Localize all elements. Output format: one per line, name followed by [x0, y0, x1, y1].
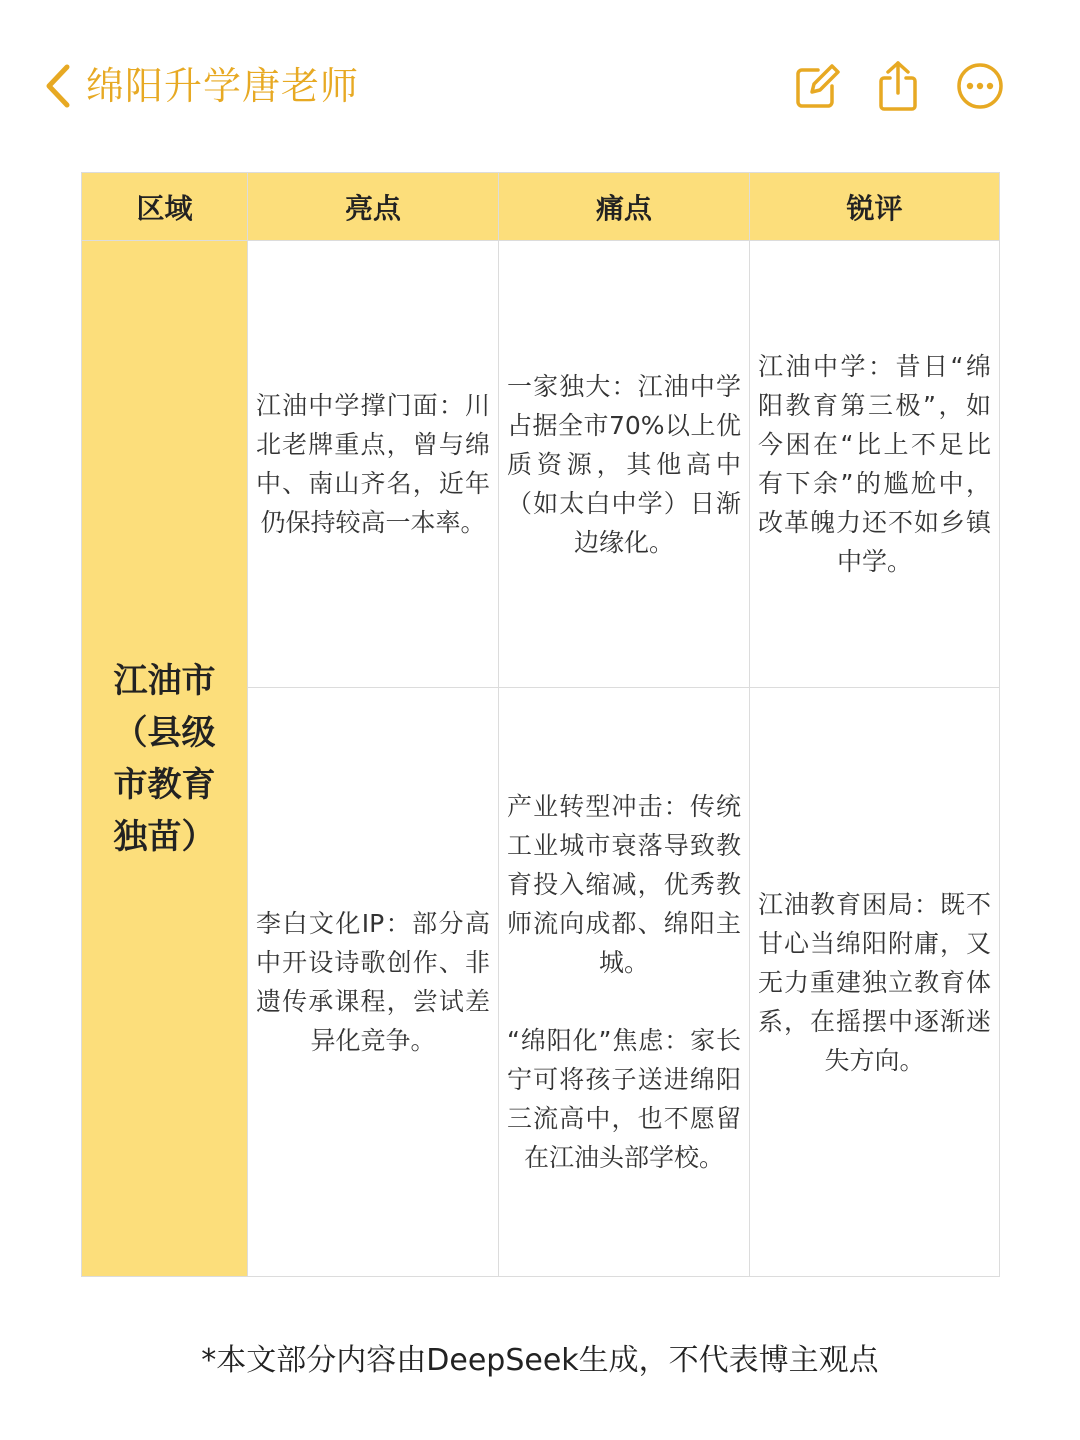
column-header-highlight: 亮点 [248, 173, 499, 241]
disclaimer-text: *本文部分内容由DeepSeek生成，不代表博主观点 [201, 1343, 879, 1378]
page-title: 绵阳升学唐老师 [86, 64, 360, 108]
highlight-cell [248, 241, 499, 688]
more-icon [955, 61, 1005, 111]
top-bar [0, 0, 1080, 170]
share-icon [876, 60, 920, 112]
comment-text: 江油中学：昔日“绵阳教育第三极”，如今困在“比上不足比有下余”的尴尬中，改革魄力还不如乡镇中学。 [758, 352, 991, 576]
column-header-comment: 锐评 [750, 173, 1000, 241]
highlight-text: 李白文化IP：部分高中开设诗歌创作、非遗传承课程，尝试差异化竞争。 [256, 909, 490, 1055]
highlight-cell [248, 688, 499, 1277]
pain-text: 一家独大：江油中学占据全市70%以上优质资源，其他高中（如太白中学）日渐边缘化。 [507, 371, 741, 557]
chevron-left-icon [43, 63, 73, 109]
pain-cell [499, 688, 750, 1277]
pain-cell [499, 241, 750, 688]
comment-cell [750, 688, 1000, 1277]
pain-text: “绵阳化”焦虑：家长宁可将孩子送进绵阳三流高中，也不愿留在江油头部学校。 [507, 1026, 741, 1172]
share-button[interactable] [870, 58, 926, 114]
comment-cell [750, 241, 1000, 688]
region-label: 江油市（县级市教育独苗） [113, 660, 216, 857]
column-header-pain: 痛点 [499, 173, 750, 241]
compose-icon [792, 62, 840, 110]
more-button[interactable] [952, 58, 1008, 114]
edit-button[interactable] [788, 58, 844, 114]
highlight-text: 江油中学撑门面：川北老牌重点，曾与绵中、南山齐名，近年仍保持较高一本率。 [256, 391, 490, 537]
column-header-region: 区域 [82, 173, 248, 241]
region-cell [82, 241, 248, 1277]
comparison-table [81, 172, 1000, 1277]
back-button[interactable] [38, 62, 78, 110]
comment-text: 江油教育困局：既不甘心当绵阳附庸，又无力重建独立教育体系，在摇摆中逐渐迷失方向。 [758, 889, 991, 1075]
table-row [82, 241, 1000, 688]
table-header-row [82, 173, 1000, 241]
pain-text: 产业转型冲击：传统工业城市衰落导致教育投入缩减，优秀教师流向成都、绵阳主城。 [507, 792, 741, 977]
